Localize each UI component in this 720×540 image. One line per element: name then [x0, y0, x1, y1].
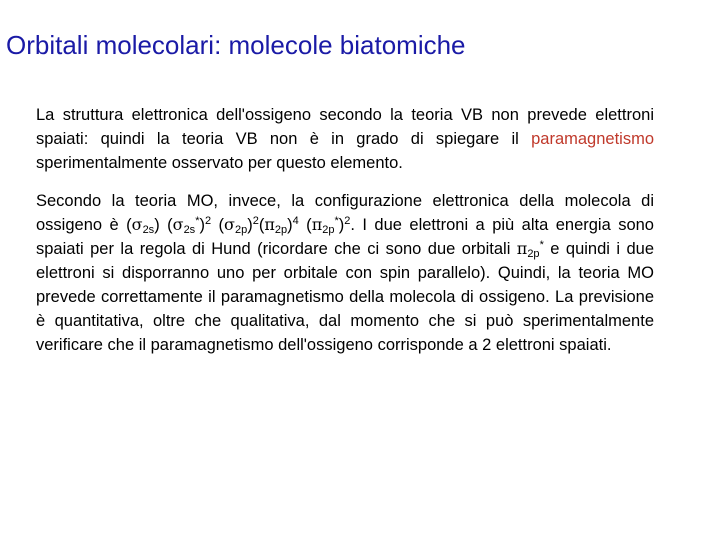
pi-symbol: π — [311, 215, 323, 234]
pi-symbol: π — [516, 239, 528, 258]
sigma-symbol: σ — [131, 215, 143, 234]
subscript-2p: 2p — [322, 224, 335, 236]
sigma-symbol: σ — [172, 215, 184, 234]
exponent-2: 2 — [344, 215, 351, 227]
subscript-2s: 2s — [142, 224, 155, 236]
slide-title: Orbitali molecolari: molecole biatomiche — [6, 30, 466, 60]
pi-symbol: π — [264, 215, 275, 234]
antibonding-star: * — [334, 215, 339, 227]
paramagnetism-highlight: paramagnetismo — [531, 130, 654, 148]
paragraph-mo-middle: . I due elettroni a più alta energia sono spaiati per la regola di Hund (ricordare che ci sono due orbitali — [36, 216, 654, 258]
paragraph-vb-theory — [36, 103, 654, 175]
paragraph-vb-text-end: sperimentalmente osservato per questo elemento. — [36, 154, 403, 172]
subscript-2p: 2p — [234, 224, 248, 236]
subscript-2s: 2s — [183, 224, 196, 236]
electron-configuration: $(\sigma_{2s})$ $(\sigma_{2s}^*)^2$ $(\sigma_{2p})^2(\pi_{2p})^4$ $(\pi_{2p}^*)^2$ — [126, 215, 351, 236]
subscript-2p: 2p — [527, 248, 540, 260]
subscript-2p: 2p — [274, 224, 288, 236]
paragraph-mo-theory — [36, 189, 654, 357]
antibonding-star: * — [195, 215, 200, 227]
exponent-2: 2 — [252, 215, 259, 227]
paragraph-mo-end: e quindi i due elettroni si disporranno uno per orbitale con spin parallelo). Quindi, la teoria MO prevede correttamente il paramagnetismo della molecola di ossigeno. La previsione è quantitativa, oltre che qualitativa, dal momento che si può sperimentalmente verificare che il paramagnetismo dell'ossigeno corrisponde a 2 elettroni spaiati. — [36, 240, 654, 354]
sigma-symbol: σ — [224, 215, 235, 234]
exponent-4: 4 — [292, 215, 299, 227]
antibonding-star: * — [539, 239, 544, 251]
paragraph-vb-text-start: La struttura elettronica dell'ossigeno secondo la teoria VB non prevede elettroni spaiati: quindi la teoria VB non è in grado di spiegare il — [36, 106, 654, 148]
paragraph-mo-intro: Secondo la teoria MO, invece, la configurazione elettronica della molecola di ossigeno è — [36, 192, 654, 234]
exponent-2: 2 — [204, 215, 212, 227]
